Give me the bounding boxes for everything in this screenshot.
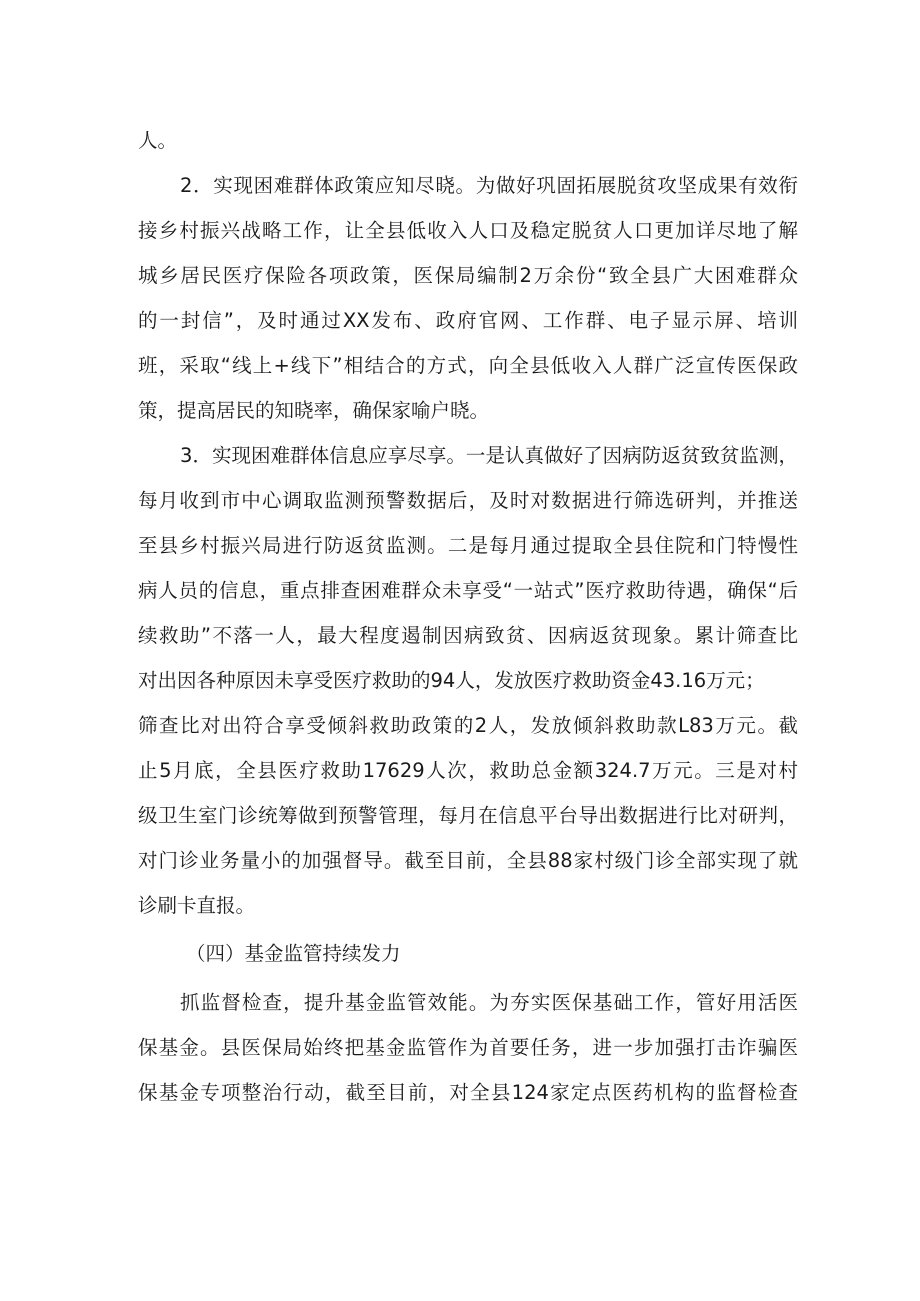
text-line: 保基金专项整治行动，截至目前，对全县124家定点医药机构的监督检查 [138, 1081, 798, 1104]
text-line: 至县乡村振兴局进行防返贫监测。二是每月通过提取全县住院和门特慢性 [138, 534, 798, 557]
text-line: 班，采取“线上+线下”相结合的方式，向全县低收入人群广泛宣传医保政 [138, 354, 798, 377]
text-line: 止5月底，全县医疗救助17629人次，救助总金额324.7万元。三是对村 [138, 759, 798, 782]
text-line: 对门诊业务量小的加强督导。截至目前，全县88家村级门诊全部实现了就 [138, 849, 798, 872]
text-line: 筛查比对出符合享受倾斜救助政策的2人，发放倾斜救助款L83万元。截 [138, 714, 798, 737]
text-line: 保基金。县医保局始终把基金监管作为首要任务，进一步加强打击诈骗医 [138, 1036, 798, 1059]
section-heading: （四）基金监管持续发力 [186, 942, 401, 965]
text-line: 的一封信”，及时通过XX发布、政府官网、工作群、电子显示屏、培训 [138, 309, 798, 332]
paragraph-fund-supervision [138, 980, 798, 1115]
text-line: 接乡村振兴战略工作，让全县低收入人口及稳定脱贫人口更加详尽地了解 [138, 219, 798, 242]
document-body [138, 118, 798, 1115]
text-line: 对出因各种原因未享受医疗救助的94人，发放医疗救助资金43.16万元； [138, 669, 765, 692]
paragraph-continuation [138, 118, 798, 163]
text-line: 诊刷卡直报。 [138, 894, 256, 917]
text-line: 人。 [138, 129, 178, 152]
text-line: 级卫生室门诊统筹做到预警管理，每月在信息平台导出数据进行比对研判， [138, 804, 798, 827]
text-line: 2．实现困难群体政策应知尽晓。为做好巩固拓展脱贫攻坚成果有效衔 [180, 174, 798, 197]
text-line: 策，提高居民的知晓率，确保家喻户晓。 [138, 399, 490, 422]
text-line: 3．实现困难群体信息应享尽享。一是认真做好了因病防返贫致贫监测， [180, 444, 798, 467]
text-line: 续救助”不落一人，最大程度遏制因病致贫、因病返贫现象。累计筛查比 [138, 624, 798, 647]
text-line: 城乡居民医疗保险各项政策，医保局编制2万余份“致全县广大困难群众 [138, 264, 798, 287]
text-line: 抓监督检查，提升基金监管效能。为夯实医保基础工作，管好用活医 [180, 991, 798, 1014]
paragraph-item-2 [138, 163, 798, 433]
text-line: 每月收到市中心调取监测预警数据后，及时对数据进行筛选研判，并推送 [138, 489, 798, 512]
paragraph-item-3 [138, 433, 798, 928]
text-line: 病人员的信息，重点排查困难群众未享受“一站式”医疗救助待遇，确保“后 [138, 579, 798, 602]
